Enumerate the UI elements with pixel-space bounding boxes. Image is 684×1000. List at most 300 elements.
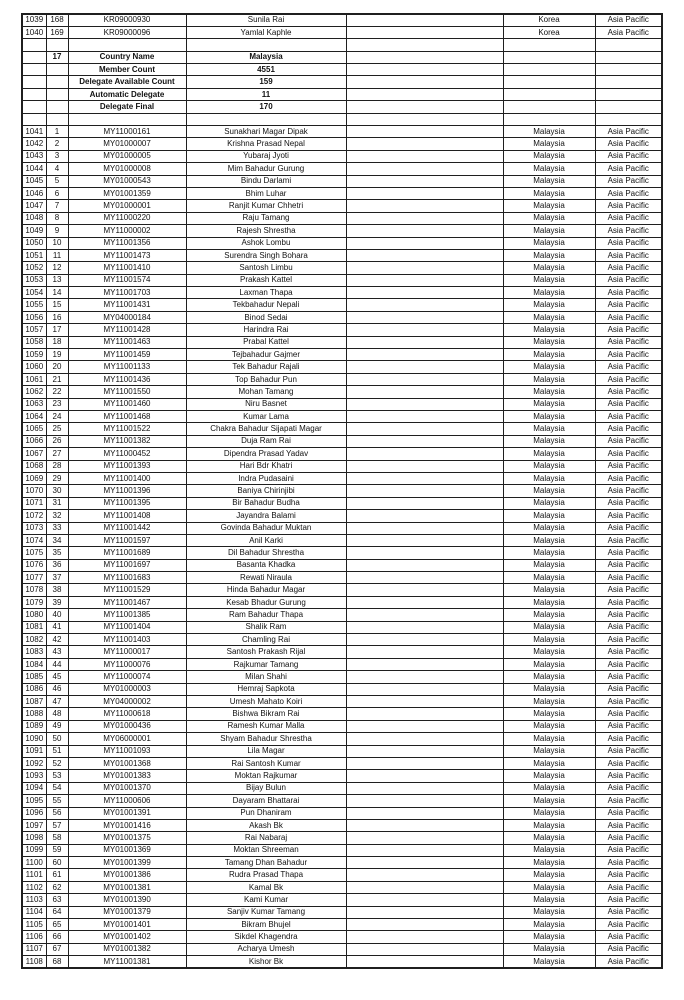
serial-no-cell: 24 <box>46 411 68 423</box>
member-row <box>22 596 662 608</box>
serial-no-cell: 58 <box>46 832 68 844</box>
serial-no-cell: 68 <box>46 956 68 968</box>
row-number-cell: 1065 <box>22 423 46 435</box>
country-cell: Malaysia <box>503 596 595 608</box>
row-number-cell: 1081 <box>22 621 46 633</box>
blank-cell <box>68 39 186 51</box>
member-row <box>22 448 662 460</box>
region-cell: Asia Pacific <box>595 621 662 633</box>
member-name-cell: Chakra Bahadur Sijapati Magar <box>186 423 346 435</box>
row-number-cell: 1094 <box>22 782 46 794</box>
member-name-cell: Ramesh Kumar Malla <box>186 720 346 732</box>
country-cell: Malaysia <box>503 807 595 819</box>
region-cell: Asia Pacific <box>595 287 662 299</box>
blank-cell <box>503 39 595 51</box>
member-row <box>22 584 662 596</box>
blank-cell <box>346 138 503 150</box>
member-row <box>22 671 662 683</box>
row-number-cell: 1084 <box>22 658 46 670</box>
member-id-cell: MY11000017 <box>68 646 186 658</box>
member-row <box>22 634 662 646</box>
member-row <box>22 249 662 261</box>
summary-row <box>22 88 662 100</box>
summary-label-cell: Country Name <box>68 51 186 63</box>
row-number-cell: 1074 <box>22 534 46 546</box>
member-name-cell: Top Bahadur Pun <box>186 373 346 385</box>
region-cell: Asia Pacific <box>595 435 662 447</box>
country-cell: Malaysia <box>503 857 595 869</box>
member-id-cell: MY11000452 <box>68 448 186 460</box>
serial-no-cell: 49 <box>46 720 68 732</box>
blank-cell <box>595 39 662 51</box>
member-row <box>22 832 662 844</box>
serial-no-cell: 18 <box>46 336 68 348</box>
serial-no-cell: 5 <box>46 175 68 187</box>
member-name-cell: Ashok Lombu <box>186 237 346 249</box>
member-name-cell: Binod Sedai <box>186 311 346 323</box>
region-cell: Asia Pacific <box>595 745 662 757</box>
member-id-cell: MY11001467 <box>68 596 186 608</box>
row-number-cell: 1079 <box>22 596 46 608</box>
region-cell: Asia Pacific <box>595 411 662 423</box>
country-cell: Malaysia <box>503 782 595 794</box>
region-cell: Asia Pacific <box>595 584 662 596</box>
country-cell: Malaysia <box>503 547 595 559</box>
member-name-cell: Bhim Luhar <box>186 187 346 199</box>
serial-no-cell: 30 <box>46 485 68 497</box>
member-row <box>22 683 662 695</box>
blank-cell <box>346 51 503 63</box>
serial-no-cell: 6 <box>46 187 68 199</box>
blank-cell <box>346 720 503 732</box>
row-number-cell: 1088 <box>22 708 46 720</box>
member-id-cell: MY01001390 <box>68 894 186 906</box>
country-cell: Malaysia <box>503 163 595 175</box>
country-cell: Malaysia <box>503 572 595 584</box>
region-cell: Asia Pacific <box>595 212 662 224</box>
blank-cell <box>346 547 503 559</box>
region-cell: Asia Pacific <box>595 708 662 720</box>
member-id-cell: MY11001133 <box>68 361 186 373</box>
member-row <box>22 472 662 484</box>
member-name-cell: Bikram Bhujel <box>186 919 346 931</box>
member-row <box>22 869 662 881</box>
member-name-cell: Pun Dhaniram <box>186 807 346 819</box>
region-cell: Asia Pacific <box>595 720 662 732</box>
member-name-cell: Kesab Bhadur Gurung <box>186 596 346 608</box>
member-row <box>22 311 662 323</box>
serial-no-cell: 2 <box>46 138 68 150</box>
region-cell: Asia Pacific <box>595 163 662 175</box>
member-id-cell: MY11001395 <box>68 497 186 509</box>
member-row <box>22 646 662 658</box>
member-row <box>22 138 662 150</box>
member-name-cell: Surendra Singh Bohara <box>186 249 346 261</box>
row-number-cell: 1085 <box>22 671 46 683</box>
row-number-cell: 1091 <box>22 745 46 757</box>
country-cell: Malaysia <box>503 733 595 745</box>
blank-cell <box>346 671 503 683</box>
member-name-cell: Lila Magar <box>186 745 346 757</box>
summary-value-cell: 159 <box>186 76 346 88</box>
region-cell: Asia Pacific <box>595 919 662 931</box>
row-number-cell: 1042 <box>22 138 46 150</box>
member-row <box>22 510 662 522</box>
blank-cell <box>346 770 503 782</box>
blank-cell <box>346 287 503 299</box>
row-number-cell: 1108 <box>22 956 46 968</box>
serial-no-cell: 45 <box>46 671 68 683</box>
member-id-cell: KR09000930 <box>68 14 186 26</box>
member-row <box>22 126 662 138</box>
blank-cell <box>595 51 662 63</box>
member-row <box>22 621 662 633</box>
country-cell: Malaysia <box>503 757 595 769</box>
serial-no-cell: 23 <box>46 398 68 410</box>
serial-no-cell: 35 <box>46 547 68 559</box>
serial-no-cell: 21 <box>46 373 68 385</box>
country-cell: Malaysia <box>503 287 595 299</box>
blank-cell <box>22 39 46 51</box>
member-row <box>22 200 662 212</box>
serial-no-cell: 28 <box>46 460 68 472</box>
member-id-cell: MY01001379 <box>68 906 186 918</box>
country-cell: Malaysia <box>503 522 595 534</box>
blank-cell <box>346 299 503 311</box>
row-number-cell: 1099 <box>22 844 46 856</box>
serial-no-cell: 46 <box>46 683 68 695</box>
member-id-cell: MY01000436 <box>68 720 186 732</box>
country-cell: Malaysia <box>503 423 595 435</box>
member-name-cell: Dayaram Bhattarai <box>186 795 346 807</box>
country-cell: Malaysia <box>503 274 595 286</box>
member-row <box>22 695 662 707</box>
serial-no-cell: 4 <box>46 163 68 175</box>
member-id-cell: MY11000618 <box>68 708 186 720</box>
serial-no-cell: 13 <box>46 274 68 286</box>
serial-no-cell: 60 <box>46 857 68 869</box>
region-cell: Asia Pacific <box>595 175 662 187</box>
region-cell: Asia Pacific <box>595 398 662 410</box>
region-cell: Asia Pacific <box>595 807 662 819</box>
serial-no-cell: 57 <box>46 819 68 831</box>
blank-cell <box>346 435 503 447</box>
region-cell: Asia Pacific <box>595 943 662 955</box>
serial-no-cell: 169 <box>46 26 68 38</box>
blank-cell <box>346 658 503 670</box>
country-cell: Malaysia <box>503 485 595 497</box>
region-cell: Asia Pacific <box>595 386 662 398</box>
member-id-cell: MY11001442 <box>68 522 186 534</box>
region-cell: Asia Pacific <box>595 349 662 361</box>
country-cell: Malaysia <box>503 411 595 423</box>
serial-no-cell: 63 <box>46 894 68 906</box>
country-cell: Malaysia <box>503 237 595 249</box>
member-name-cell: Laxman Thapa <box>186 287 346 299</box>
country-cell: Malaysia <box>503 200 595 212</box>
row-number-cell: 1093 <box>22 770 46 782</box>
member-row <box>22 609 662 621</box>
member-id-cell: MY01001370 <box>68 782 186 794</box>
summary-value-cell: 4551 <box>186 64 346 76</box>
row-number-cell: 1080 <box>22 609 46 621</box>
member-name-cell: Tejbahadur Gajmer <box>186 349 346 361</box>
blank-cell <box>346 857 503 869</box>
member-row <box>22 720 662 732</box>
member-name-cell: Bishwa Bikram Rai <box>186 708 346 720</box>
blank-cell <box>346 906 503 918</box>
member-name-cell: Chamling Rai <box>186 634 346 646</box>
blank-cell <box>346 596 503 608</box>
serial-no-cell: 41 <box>46 621 68 633</box>
country-cell: Malaysia <box>503 720 595 732</box>
row-number-cell: 1107 <box>22 943 46 955</box>
blank-cell <box>346 634 503 646</box>
blank-cell <box>346 584 503 596</box>
member-name-cell: Mim Bahadur Gurung <box>186 163 346 175</box>
member-row <box>22 262 662 274</box>
blank-cell <box>346 695 503 707</box>
serial-no-cell: 22 <box>46 386 68 398</box>
serial-no-cell: 65 <box>46 919 68 931</box>
row-number-cell: 1097 <box>22 819 46 831</box>
row-number-cell: 1045 <box>22 175 46 187</box>
member-row <box>22 411 662 423</box>
blank-cell <box>346 64 503 76</box>
member-id-cell: MY11001381 <box>68 956 186 968</box>
blank-cell <box>346 26 503 38</box>
blank-cell <box>346 175 503 187</box>
member-id-cell: MY11001529 <box>68 584 186 596</box>
serial-no-cell: 20 <box>46 361 68 373</box>
region-cell: Asia Pacific <box>595 634 662 646</box>
blank-cell <box>186 39 346 51</box>
member-row <box>22 894 662 906</box>
member-row <box>22 745 662 757</box>
serial-no-cell: 51 <box>46 745 68 757</box>
member-name-cell: Rajesh Shrestha <box>186 225 346 237</box>
region-cell: Asia Pacific <box>595 299 662 311</box>
country-cell: Malaysia <box>503 212 595 224</box>
region-cell: Asia Pacific <box>595 770 662 782</box>
row-number-cell: 1043 <box>22 150 46 162</box>
blank-cell <box>346 510 503 522</box>
member-id-cell: MY01001369 <box>68 844 186 856</box>
row-number-cell: 1046 <box>22 187 46 199</box>
member-row <box>22 299 662 311</box>
serial-no-cell: 8 <box>46 212 68 224</box>
serial-no-cell: 48 <box>46 708 68 720</box>
member-row <box>22 423 662 435</box>
summary-row <box>22 64 662 76</box>
blank-cell <box>346 212 503 224</box>
country-cell: Malaysia <box>503 373 595 385</box>
member-row <box>22 807 662 819</box>
member-row <box>22 336 662 348</box>
member-id-cell: MY11001396 <box>68 485 186 497</box>
member-id-cell: MY11001403 <box>68 634 186 646</box>
member-name-cell: Moktan Shreeman <box>186 844 346 856</box>
country-cell: Malaysia <box>503 881 595 893</box>
row-number-cell: 1054 <box>22 287 46 299</box>
row-number-cell: 1076 <box>22 559 46 571</box>
summary-label-cell: Automatic Delegate <box>68 88 186 100</box>
country-cell: Malaysia <box>503 906 595 918</box>
member-name-cell: Prabal Kattel <box>186 336 346 348</box>
row-number-cell: 1106 <box>22 931 46 943</box>
country-cell: Malaysia <box>503 795 595 807</box>
blank-cell <box>595 101 662 113</box>
blank-cell <box>346 373 503 385</box>
serial-no-cell: 42 <box>46 634 68 646</box>
blank-cell <box>186 113 346 125</box>
blank-cell <box>346 757 503 769</box>
row-number-cell: 1075 <box>22 547 46 559</box>
row-number-cell: 1047 <box>22 200 46 212</box>
serial-no-cell: 32 <box>46 510 68 522</box>
blank-cell <box>346 646 503 658</box>
blank-cell <box>346 956 503 968</box>
country-cell: Korea <box>503 26 595 38</box>
member-id-cell: MY01000007 <box>68 138 186 150</box>
member-name-cell: Kumar Lama <box>186 411 346 423</box>
serial-no-cell: 66 <box>46 931 68 943</box>
member-row <box>22 857 662 869</box>
country-cell: Malaysia <box>503 138 595 150</box>
member-id-cell: MY11001459 <box>68 349 186 361</box>
member-id-cell: KR09000096 <box>68 26 186 38</box>
row-number-cell: 1068 <box>22 460 46 472</box>
region-cell: Asia Pacific <box>595 956 662 968</box>
blank-cell <box>22 51 46 63</box>
member-row <box>22 287 662 299</box>
blank-cell <box>595 113 662 125</box>
serial-no-cell: 62 <box>46 881 68 893</box>
country-cell: Malaysia <box>503 510 595 522</box>
row-number-cell: 1062 <box>22 386 46 398</box>
country-cell: Malaysia <box>503 634 595 646</box>
member-id-cell: MY11001436 <box>68 373 186 385</box>
blank-cell <box>346 832 503 844</box>
region-cell: Asia Pacific <box>595 819 662 831</box>
member-row <box>22 844 662 856</box>
member-name-cell: Shyam Bahadur Shrestha <box>186 733 346 745</box>
member-name-cell: Dil Bahadur Shrestha <box>186 547 346 559</box>
country-cell: Malaysia <box>503 175 595 187</box>
region-cell: Asia Pacific <box>595 138 662 150</box>
row-number-cell: 1083 <box>22 646 46 658</box>
blank-cell <box>346 14 503 26</box>
country-cell: Malaysia <box>503 919 595 931</box>
region-cell: Asia Pacific <box>595 795 662 807</box>
member-name-cell: Bindu Darlami <box>186 175 346 187</box>
member-id-cell: MY11000161 <box>68 126 186 138</box>
blank-cell <box>346 225 503 237</box>
member-name-cell: Rajkumar Tamang <box>186 658 346 670</box>
member-name-cell: Yamlal Kaphle <box>186 26 346 38</box>
member-id-cell: MY01001383 <box>68 770 186 782</box>
country-cell: Malaysia <box>503 386 595 398</box>
blank-cell <box>346 361 503 373</box>
blank-cell <box>346 163 503 175</box>
country-cell: Malaysia <box>503 869 595 881</box>
member-id-cell: MY11001460 <box>68 398 186 410</box>
serial-no-cell: 15 <box>46 299 68 311</box>
member-id-cell: MY01001386 <box>68 869 186 881</box>
row-number-cell: 1063 <box>22 398 46 410</box>
serial-no-cell: 44 <box>46 658 68 670</box>
member-row <box>22 373 662 385</box>
serial-no-cell: 17 <box>46 324 68 336</box>
member-id-cell: MY04000184 <box>68 311 186 323</box>
country-serial-cell <box>46 64 68 76</box>
country-cell: Malaysia <box>503 559 595 571</box>
summary-value-cell: 11 <box>186 88 346 100</box>
member-row <box>22 460 662 472</box>
country-cell: Malaysia <box>503 621 595 633</box>
region-cell: Asia Pacific <box>595 733 662 745</box>
summary-row <box>22 76 662 88</box>
member-row <box>22 559 662 571</box>
region-cell: Asia Pacific <box>595 274 662 286</box>
row-number-cell: 1056 <box>22 311 46 323</box>
blank-cell <box>346 411 503 423</box>
country-cell: Malaysia <box>503 695 595 707</box>
member-id-cell: MY04000002 <box>68 695 186 707</box>
summary-label-cell: Delegate Final <box>68 101 186 113</box>
member-row <box>22 274 662 286</box>
blank-cell <box>595 88 662 100</box>
region-cell: Asia Pacific <box>595 534 662 546</box>
member-name-cell: Kamal Bk <box>186 881 346 893</box>
serial-no-cell: 27 <box>46 448 68 460</box>
member-name-cell: Indra Pudasaini <box>186 472 346 484</box>
row-number-cell: 1100 <box>22 857 46 869</box>
blank-cell <box>346 113 503 125</box>
region-cell: Asia Pacific <box>595 658 662 670</box>
member-row <box>22 572 662 584</box>
member-id-cell: MY11001697 <box>68 559 186 571</box>
member-name-cell: Hari Bdr Khatri <box>186 460 346 472</box>
member-row <box>22 349 662 361</box>
blank-cell <box>346 609 503 621</box>
region-cell: Asia Pacific <box>595 336 662 348</box>
region-cell: Asia Pacific <box>595 844 662 856</box>
member-name-cell: Moktan Rajkumar <box>186 770 346 782</box>
member-name-cell: Hemraj Sapkota <box>186 683 346 695</box>
row-number-cell: 1051 <box>22 249 46 261</box>
member-row <box>22 956 662 968</box>
member-id-cell: MY01000005 <box>68 150 186 162</box>
member-id-cell: MY11001683 <box>68 572 186 584</box>
member-name-cell: Ranjit Kumar Chhetri <box>186 200 346 212</box>
serial-no-cell: 11 <box>46 249 68 261</box>
member-id-cell: MY01001381 <box>68 881 186 893</box>
country-cell: Malaysia <box>503 844 595 856</box>
blank-cell <box>346 894 503 906</box>
member-row <box>22 733 662 745</box>
row-number-cell: 1050 <box>22 237 46 249</box>
serial-no-cell: 43 <box>46 646 68 658</box>
country-cell: Malaysia <box>503 584 595 596</box>
serial-no-cell: 3 <box>46 150 68 162</box>
serial-no-cell: 38 <box>46 584 68 596</box>
country-cell: Malaysia <box>503 658 595 670</box>
blank-cell <box>346 423 503 435</box>
blank-cell <box>595 76 662 88</box>
member-row <box>22 881 662 893</box>
region-cell: Asia Pacific <box>595 931 662 943</box>
